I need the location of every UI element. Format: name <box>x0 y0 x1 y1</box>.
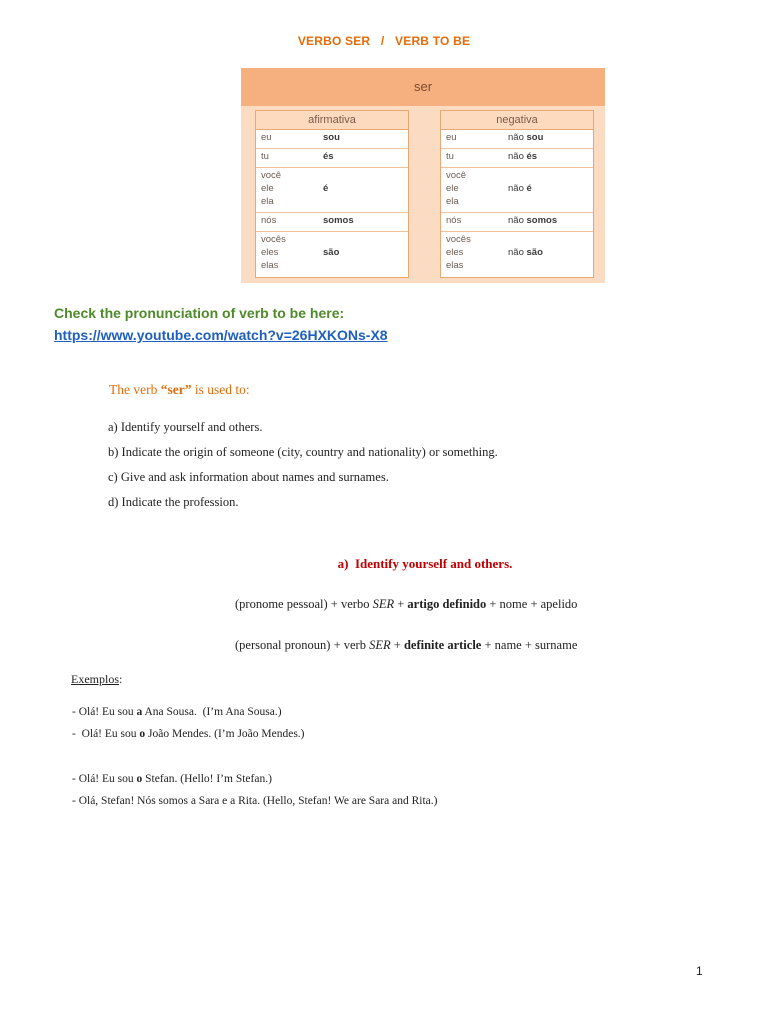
youtube-link[interactable]: https://www.youtube.com/watch?v=26HXKONs-X8 <box>54 327 388 343</box>
usage-intro-suffix: is used to: <box>191 382 250 397</box>
pronoun: elas <box>446 260 464 271</box>
example-pre: - Olá! Eu sou <box>72 728 140 740</box>
affirmative-label: afirmativa <box>256 111 408 130</box>
conjugation-table-image <box>241 68 605 283</box>
verb: são <box>526 247 543 258</box>
example-article: o <box>136 773 143 785</box>
verb: és <box>526 151 538 162</box>
pronoun: tu <box>261 151 269 162</box>
formula-part: (pronome pessoal) + verbo <box>235 597 373 611</box>
pronoun: vocês <box>446 234 471 245</box>
formula-article: artigo definido <box>407 597 487 611</box>
example-line <box>72 773 272 785</box>
example-pre: - Olá, Stefan! Nós somos a Sara e a Rita. (Hello, Stefan! We are Sara and Rita.) <box>72 795 438 807</box>
verb-form <box>508 247 543 258</box>
negative-label: negativa <box>441 111 593 130</box>
usage-item: a) Identify yourself and others. <box>108 420 263 434</box>
examples-colon: : <box>119 672 123 686</box>
pronoun: ela <box>261 196 274 207</box>
verb: é <box>323 183 329 194</box>
example-post: João Mendes. (I’m João Mendes.) <box>145 728 305 740</box>
pronoun: ele <box>446 183 459 194</box>
pronoun: eu <box>261 132 272 143</box>
verb: somos <box>323 215 354 226</box>
negation-word: não <box>508 183 524 194</box>
pronoun: vocês <box>261 234 286 245</box>
pronoun: tu <box>446 151 454 162</box>
pronoun: ele <box>261 183 274 194</box>
example-pre: - Olá! Eu sou <box>72 773 137 785</box>
pronoun: você <box>446 170 467 181</box>
formula-article: definite article <box>403 638 482 652</box>
verb-form <box>508 215 557 226</box>
verb: são <box>323 247 340 258</box>
verb: é <box>526 183 532 194</box>
verb: és <box>323 151 334 162</box>
pronoun: nós <box>446 215 462 226</box>
example-line <box>72 728 305 740</box>
pronoun: eles <box>446 247 464 258</box>
pronunciation-heading: Check the pronunciation of verb to be here: <box>54 305 345 321</box>
conjugation-row <box>441 149 593 168</box>
conjugation-table-header: ser <box>241 68 605 106</box>
verb-form <box>323 247 339 258</box>
conjugation-row <box>441 213 593 232</box>
example-post: Ana Sousa. (I’m Ana Sousa.) <box>142 706 282 718</box>
formula-verb: SER <box>372 597 395 611</box>
example-article: a <box>136 706 143 718</box>
formula-part: (personal pronoun) + verb <box>235 638 370 652</box>
verb: somos <box>526 215 558 226</box>
negative-table <box>440 110 594 278</box>
pronoun: eles <box>261 247 279 258</box>
negation-word: não <box>508 215 524 226</box>
verb-form <box>508 151 537 162</box>
verb-form <box>323 215 354 226</box>
verb-form <box>323 132 340 143</box>
usage-item: b) Indicate the origin of someone (city, country and nationality) or something. <box>108 445 498 459</box>
formula-part: + nome + apelido <box>486 597 578 611</box>
usage-intro-verb: “ser” <box>160 382 192 397</box>
verb-form <box>323 151 334 162</box>
section-heading: a) Identify yourself and others. <box>337 556 513 571</box>
conjugation-row <box>256 213 408 232</box>
formula-part: + name + surname <box>481 638 578 652</box>
conjugation-row <box>256 232 408 276</box>
affirmative-table <box>255 110 409 278</box>
conjugation-row <box>256 149 408 168</box>
pronoun: elas <box>261 260 279 271</box>
example-post: Stefan. (Hello! I’m Stefan.) <box>142 773 272 785</box>
conjugation-row <box>441 232 593 276</box>
formula-verb: SER <box>369 638 391 652</box>
conjugation-row <box>256 130 408 149</box>
page-title: VERBO SER / VERB TO BE <box>297 34 471 48</box>
usage-intro-prefix: The verb <box>109 382 161 397</box>
formula-english <box>235 638 577 653</box>
page-number: 1 <box>696 964 703 978</box>
example-line <box>72 706 282 718</box>
pronoun: eu <box>446 132 457 143</box>
conjugation-row <box>441 130 593 149</box>
conjugation-row <box>441 168 593 213</box>
negation-word: não <box>508 247 524 258</box>
formula-portuguese <box>235 597 577 612</box>
verb: sou <box>323 132 340 143</box>
examples-label: Exemplos <box>71 672 119 686</box>
conjugation-row <box>256 168 408 213</box>
verb-form <box>508 132 543 143</box>
negation-word: não <box>508 151 524 162</box>
usage-item: d) Indicate the profession. <box>108 495 239 509</box>
pronoun: você <box>261 170 282 181</box>
formula-part: + <box>394 597 408 611</box>
verb-form <box>323 183 328 194</box>
usage-intro <box>109 382 250 398</box>
negation-word: não <box>508 132 524 143</box>
example-line <box>72 795 437 807</box>
usage-item: c) Give and ask information about names and surnames. <box>108 470 389 484</box>
pronoun: ela <box>446 196 459 207</box>
verb: sou <box>526 132 544 143</box>
example-pre: - Olá! Eu sou <box>72 706 137 718</box>
examples-heading <box>71 672 122 687</box>
verb-form <box>508 183 532 194</box>
example-article: o <box>139 728 146 740</box>
pronoun: nós <box>261 215 277 226</box>
formula-part: + <box>390 638 404 652</box>
